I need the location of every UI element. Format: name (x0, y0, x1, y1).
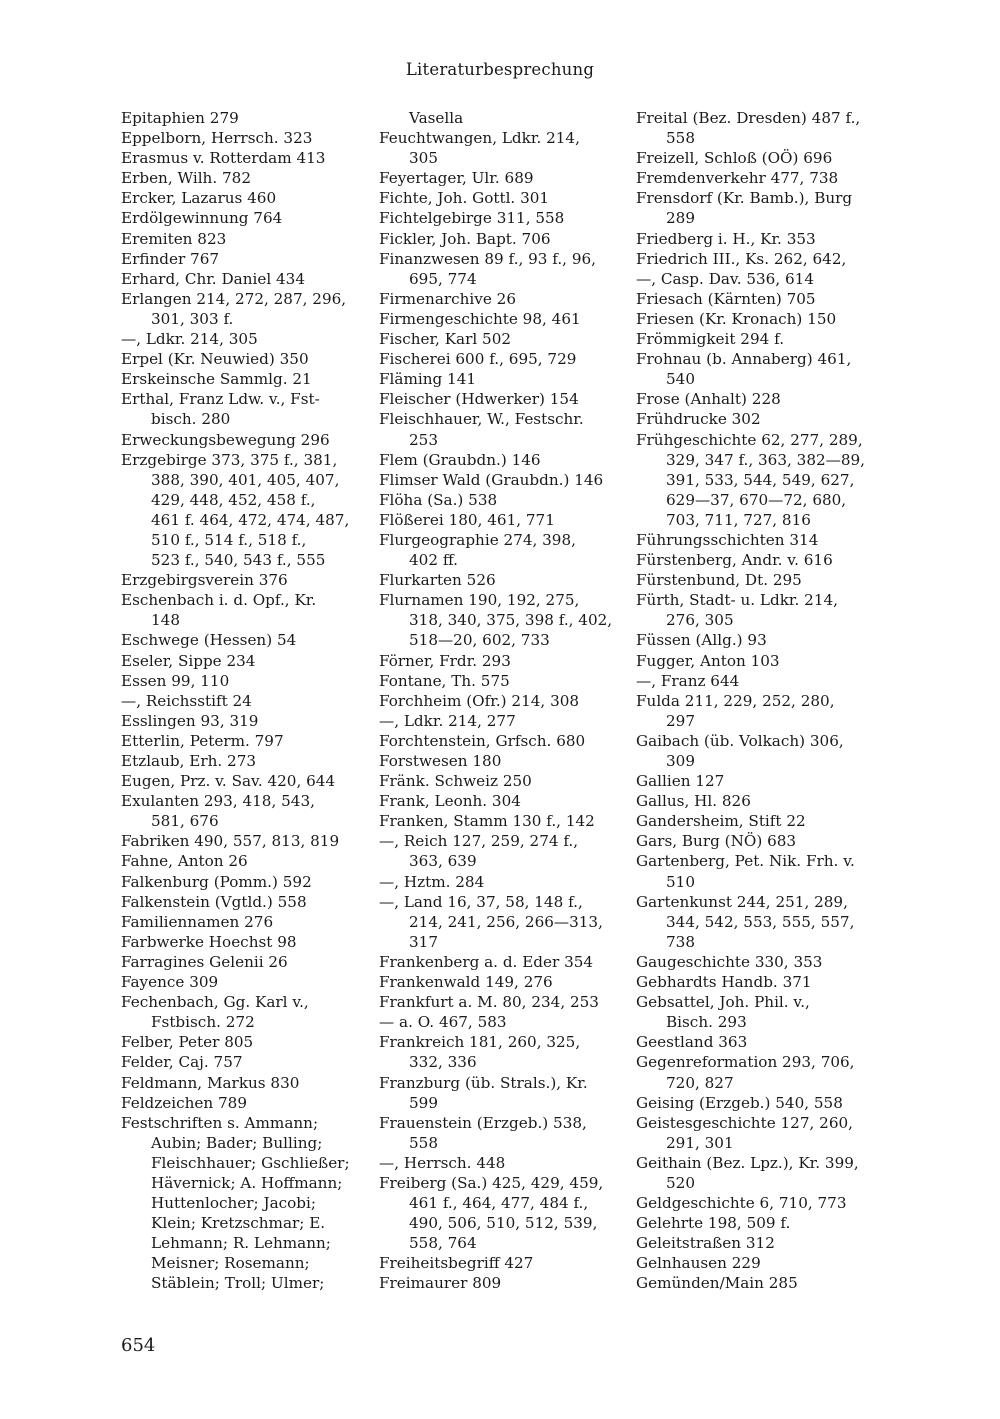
index-entry-continuation: Lehmann; R. Lehmann; (151, 1234, 331, 1253)
index-entry: Gebsattel, Joh. Phil. v., (636, 993, 810, 1012)
index-entry-continuation: 720, 827 (666, 1073, 734, 1092)
index-entry: Geldgeschichte 6, 710, 773 (636, 1194, 847, 1213)
index-entry: Falkenstein (Vgtld.) 558 (121, 892, 307, 911)
index-entry: Geising (Erzgeb.) 540, 558 (636, 1093, 843, 1112)
index-entry: Fulda 211, 229, 252, 280, (636, 691, 835, 710)
index-entry: Flimser Wald (Graubdn.) 146 (379, 470, 604, 489)
index-entry: Fechenbach, Gg. Karl v., (121, 993, 309, 1012)
index-entry-continuation: 391, 533, 544, 549, 627, (666, 470, 855, 489)
index-entry-continuation: 703, 711, 727, 816 (666, 510, 811, 529)
index-entry-continuation: 558 (666, 129, 695, 148)
index-entry: Festschriften s. Ammann; (121, 1113, 319, 1132)
index-entry: Erweckungsbewegung 296 (121, 430, 330, 449)
index-entry-continuation: 429, 448, 452, 458 f., (151, 490, 316, 509)
index-entry: Gegenreformation 293, 706, (636, 1053, 855, 1072)
index-entry: Feldzeichen 789 (121, 1093, 247, 1112)
index-entry: Gebhardts Handb. 371 (636, 973, 812, 992)
index-entry: Friedberg i. H., Kr. 353 (636, 229, 816, 248)
index-entry: Frankenwald 149, 276 (379, 973, 553, 992)
index-entry: Förner, Frdr. 293 (379, 651, 511, 670)
index-entry: Frankenberg a. d. Eder 354 (379, 952, 594, 971)
index-entry: Friesen (Kr. Kronach) 150 (636, 309, 837, 328)
index-entry: —, Franz 644 (636, 671, 740, 690)
index-entry: Fürstenberg, Andr. v. 616 (636, 551, 833, 570)
index-entry-continuation: Aubin; Bader; Bulling; (151, 1133, 323, 1152)
index-entry-continuation: 510 (666, 872, 695, 891)
index-entry: Fremdenverkehr 477, 738 (636, 169, 839, 188)
index-entry-continuation: 518—20, 602, 733 (409, 631, 550, 650)
index-entry: Gelehrte 198, 509 f. (636, 1214, 791, 1233)
index-entry: Erlangen 214, 272, 287, 296, (121, 289, 347, 308)
index-column-2 (379, 108, 625, 1294)
index-entry: Gandersheim, Stift 22 (636, 812, 806, 831)
index-entry: Freiheitsbegriff 427 (379, 1254, 534, 1273)
index-entry: Frühgeschichte 62, 277, 289, (636, 430, 863, 449)
index-entry-continuation: 540 (666, 370, 695, 389)
index-entry: Feyertager, Ulr. 689 (379, 169, 534, 188)
index-entry: Gelnhausen 229 (636, 1254, 761, 1273)
index-entry-continuation: 523 f., 540, 543 f., 555 (151, 551, 326, 570)
index-entry-continuation: Vasella (409, 109, 464, 127)
index-entry-continuation: 297 (666, 711, 695, 730)
index-entry: Friesach (Kärnten) 705 (636, 289, 816, 308)
index-entry: —, Casp. Dav. 536, 614 (636, 269, 814, 288)
index-entry-continuation: 148 (151, 611, 180, 630)
index-entry: Gallus, Hl. 826 (636, 792, 751, 811)
index-entry-continuation: 253 (409, 430, 438, 449)
index-entry: Fontane, Th. 575 (379, 671, 510, 690)
index-entry: Gartenberg, Pet. Nik. Frh. v. (636, 852, 855, 871)
index-entry: Epitaphien 279 (121, 109, 239, 127)
index-entry-continuation: Meisner; Rosemann; (151, 1254, 310, 1273)
index-entry: Ercker, Lazarus 460 (121, 189, 277, 208)
index-entry: — a. O. 467, 583 (379, 1013, 507, 1032)
index-entry: Farbwerke Hoechst 98 (121, 932, 297, 951)
index-entry: Fleischer (Hdwerker) 154 (379, 390, 579, 409)
index-entry: Erskeinsche Sammlg. 21 (121, 370, 312, 389)
index-entry: Erpel (Kr. Neuwied) 350 (121, 350, 309, 369)
index-entry-continuation: Klein; Kretzschmar; E. (151, 1214, 326, 1233)
index-entry-continuation: 581, 676 (151, 812, 219, 831)
index-entry: Fugger, Anton 103 (636, 651, 780, 670)
index-entry: Eschwege (Hessen) 54 (121, 631, 297, 650)
index-entry: Frankreich 181, 260, 325, (379, 1033, 581, 1052)
index-entry: Etterlin, Peterm. 797 (121, 731, 284, 750)
index-entry: Geestland 363 (636, 1033, 748, 1052)
index-entry-continuation: 738 (666, 932, 695, 951)
index-entry: Fränk. Schweiz 250 (379, 772, 532, 791)
index-entry-continuation: Hävernick; A. Hoffmann; (151, 1173, 343, 1192)
index-entry: Eseler, Sippe 234 (121, 651, 256, 670)
index-entry: Frankfurt a. M. 80, 234, 253 (379, 993, 599, 1012)
index-entry: Fläming 141 (379, 370, 477, 389)
index-entry: Geithain (Bez. Lpz.), Kr. 399, (636, 1153, 859, 1172)
index-entry: Essen 99, 110 (121, 671, 230, 690)
index-entry-continuation: 214, 241, 256, 266—313, (409, 912, 603, 931)
index-entry: Fürth, Stadt- u. Ldkr. 214, (636, 591, 838, 610)
index-entry: Frühdrucke 302 (636, 410, 761, 429)
index-column-1 (121, 108, 367, 1294)
index-entry: Forchtenstein, Grfsch. 680 (379, 731, 586, 750)
index-entry: Erhard, Chr. Daniel 434 (121, 269, 305, 288)
index-entry: Fleischhauer, W., Festschr. (379, 410, 584, 429)
index-entry: Felder, Caj. 757 (121, 1053, 243, 1072)
index-entry: Gartenkunst 244, 251, 289, (636, 892, 848, 911)
index-entry: Frank, Leonh. 304 (379, 792, 521, 811)
index-entry: Geleitstraßen 312 (636, 1234, 775, 1253)
index-entry: Firmenarchive 26 (379, 289, 517, 308)
index-entry: Feldmann, Markus 830 (121, 1073, 300, 1092)
index-entry-continuation: 520 (666, 1173, 695, 1192)
index-entry: Flöha (Sa.) 538 (379, 490, 498, 509)
index-entry: Erfinder 767 (121, 249, 220, 268)
index-entry: Eugen, Prz. v. Sav. 420, 644 (121, 772, 336, 791)
index-entry: Frensdorf (Kr. Bamb.), Burg (636, 189, 853, 208)
index-entry: —, Ldkr. 214, 277 (379, 711, 516, 730)
index-entry: Freimaurer 809 (379, 1274, 502, 1293)
index-column-3 (636, 108, 882, 1294)
index-entry: Fichte, Joh. Gottl. 301 (379, 189, 550, 208)
index-entry-continuation: 276, 305 (666, 611, 734, 630)
index-entry: Flößerei 180, 461, 771 (379, 510, 555, 529)
index-entry-continuation: 558, 764 (409, 1234, 477, 1253)
index-entry-continuation: 305 (409, 149, 438, 168)
index-entry-continuation: 629—37, 670—72, 680, (666, 490, 847, 509)
index-entry-continuation: 329, 347 f., 363, 382—89, (666, 450, 865, 469)
index-entry-continuation: 461 f. 464, 472, 474, 487, (151, 510, 350, 529)
index-entry: Frohnau (b. Annaberg) 461, (636, 350, 852, 369)
index-entry-continuation: 461 f., 464, 477, 484 f., (409, 1194, 589, 1213)
index-entry: Friedrich III., Ks. 262, 642, (636, 249, 847, 268)
index-entry: Fahne, Anton 26 (121, 852, 248, 871)
index-entry-continuation: Fstbisch. 272 (151, 1013, 255, 1032)
index-entry: Fickler, Joh. Bapt. 706 (379, 229, 551, 248)
index-entry-continuation: 309 (666, 752, 695, 770)
index-entry: Gaugeschichte 330, 353 (636, 952, 823, 971)
index-entry-continuation: 510 f., 514 f., 518 f., (151, 530, 307, 549)
index-entry: Freiberg (Sa.) 425, 429, 459, (379, 1173, 604, 1192)
index-entry-continuation: 291, 301 (666, 1133, 734, 1152)
index-entry: Falkenburg (Pomm.) 592 (121, 872, 312, 891)
index-entry: Gallien 127 (636, 772, 725, 791)
index-entry: Erzgebirge 373, 375 f., 381, (121, 450, 338, 469)
index-entry: —, Hztm. 284 (379, 872, 485, 891)
index-entry: Etzlaub, Erh. 273 (121, 752, 257, 770)
index-entry: Fischerei 600 f., 695, 729 (379, 350, 577, 369)
index-entry: Familiennamen 276 (121, 912, 274, 931)
index-entry: Erben, Wilh. 782 (121, 169, 251, 188)
index-entry: Fichtelgebirge 311, 558 (379, 209, 565, 228)
index-entry: Frose (Anhalt) 228 (636, 390, 781, 409)
index-entry-continuation: bisch. 280 (151, 410, 231, 429)
index-entry: Gemünden/Main 285 (636, 1274, 798, 1293)
index-entry: Freizell, Schloß (OÖ) 696 (636, 149, 833, 168)
index-entry: Frömmigkeit 294 f. (636, 330, 785, 349)
index-entry: Eppelborn, Herrsch. 323 (121, 129, 313, 148)
index-entry: —, Ldkr. 214, 305 (121, 330, 258, 349)
index-entry: Fischer, Karl 502 (379, 330, 512, 349)
index-entry-continuation: 388, 390, 401, 405, 407, (151, 470, 340, 489)
index-entry-continuation: 344, 542, 553, 555, 557, (666, 912, 855, 931)
index-entry: Führungsschichten 314 (636, 530, 819, 549)
index-entry-continuation: 317 (409, 932, 438, 951)
index-entry: Erdölgewinnung 764 (121, 209, 283, 228)
index-entry: —, Land 16, 37, 58, 148 f., (379, 892, 583, 911)
index-entry-continuation: Stäblein; Troll; Ulmer; (151, 1274, 325, 1293)
index-entry: Erthal, Franz Ldw. v., Fst- (121, 390, 320, 409)
index-entry-continuation: 318, 340, 375, 398 f., 402, (409, 611, 613, 630)
index-entry: Forstwesen 180 (379, 752, 502, 770)
index-entry: —, Reich 127, 259, 274 f., (379, 832, 579, 851)
index-entry: Gars, Burg (NÖ) 683 (636, 832, 797, 851)
index-entry: Felber, Peter 805 (121, 1033, 254, 1052)
index-entry: Füssen (Allg.) 93 (636, 631, 767, 650)
index-entry: Forchheim (Ofr.) 214, 308 (379, 691, 580, 710)
index-entry-continuation: 402 ff. (409, 551, 458, 570)
index-entry: Geistesgeschichte 127, 260, (636, 1113, 853, 1132)
index-entry: Franzburg (üb. Strals.), Kr. (379, 1073, 588, 1092)
index-entry-continuation: 599 (409, 1093, 438, 1112)
index-entry: Fayence 309 (121, 973, 219, 992)
index-entry: Esslingen 93, 319 (121, 711, 259, 730)
page-number: 654 (121, 1335, 156, 1356)
index-entry: Eschenbach i. d. Opf., Kr. (121, 591, 317, 610)
index-entry-continuation: 363, 639 (409, 852, 477, 871)
index-entry-continuation: Fleischhauer; Gschließer; (151, 1153, 350, 1172)
index-entry: Flurnamen 190, 192, 275, (379, 591, 580, 610)
index-entry: Freital (Bez. Dresden) 487 f., (636, 109, 861, 127)
index-entry: Fabriken 490, 557, 813, 819 (121, 832, 340, 851)
index-entry: Flurkarten 526 (379, 571, 496, 590)
index-entry-continuation: 301, 303 f. (151, 309, 234, 328)
index-entry: Fürstenbund, Dt. 295 (636, 571, 802, 590)
index-entry: Erzgebirgsverein 376 (121, 571, 288, 590)
index-entry: Gaibach (üb. Volkach) 306, (636, 731, 844, 750)
index-entry: Flem (Graubdn.) 146 (379, 450, 541, 469)
index-entry: Flurgeographie 274, 398, (379, 530, 576, 549)
index-entry: Franken, Stamm 130 f., 142 (379, 812, 595, 831)
running-header: Literaturbesprechung (405, 60, 595, 79)
index-entry-continuation: 695, 774 (409, 269, 477, 288)
index-entry: Frauenstein (Erzgeb.) 538, (379, 1113, 587, 1132)
index-entry: —, Herrsch. 448 (379, 1153, 506, 1172)
index-entry: —, Reichsstift 24 (121, 691, 252, 710)
index-entry-continuation: 558 (409, 1133, 438, 1152)
index-entry: Exulanten 293, 418, 543, (121, 792, 315, 811)
index-entry: Farragines Gelenii 26 (121, 952, 288, 971)
index-entry: Finanzwesen 89 f., 93 f., 96, (379, 249, 596, 268)
index-entry: Erasmus v. Rotterdam 413 (121, 149, 326, 168)
index-entry-continuation: 289 (666, 209, 695, 228)
index-entry-continuation: 490, 506, 510, 512, 539, (409, 1214, 598, 1233)
index-entry-continuation: 332, 336 (409, 1053, 477, 1072)
index-entry-continuation: Huttenlocher; Jacobi; (151, 1194, 316, 1213)
index-entry: Firmengeschichte 98, 461 (379, 309, 581, 328)
index-entry: Feuchtwangen, Ldkr. 214, (379, 129, 580, 148)
index-entry-continuation: Bisch. 293 (666, 1013, 747, 1032)
index-entry: Eremiten 823 (121, 229, 227, 248)
